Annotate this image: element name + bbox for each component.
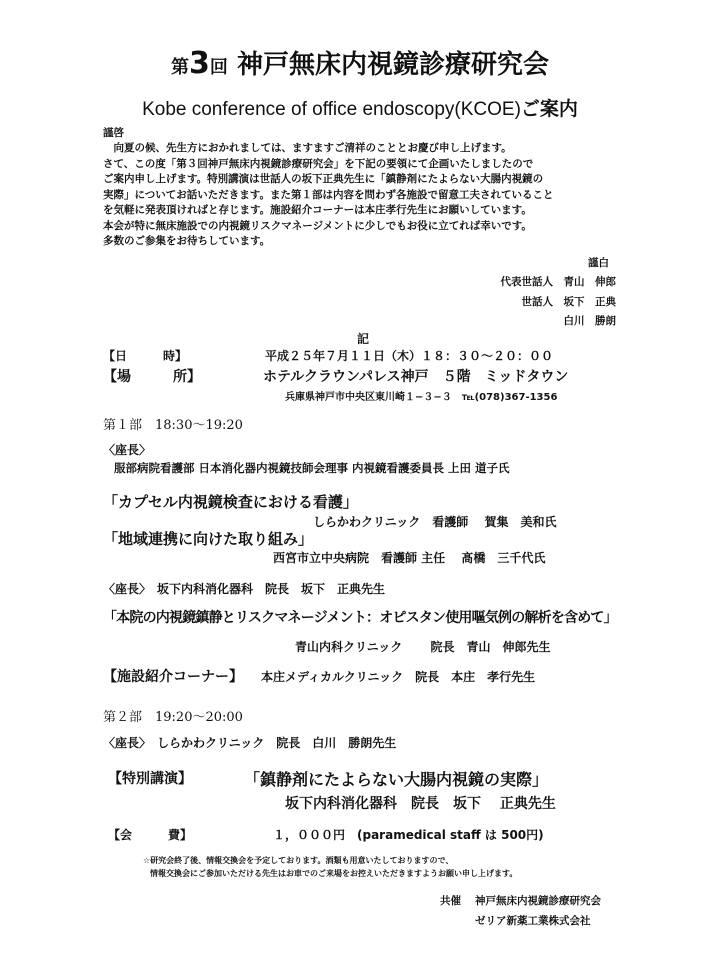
letter-line: を気軽に発表頂ければと存じます。施設紹介コーナーは本庄孝行先生にお願いしています。: [103, 204, 532, 216]
fee-value: １，０００円 (paramedical staff は 500円): [273, 828, 544, 842]
part1-chair: 服部病院看護部 日本消化器内視鏡技師会理事 内視鏡看護委員長 上田 道子氏: [114, 461, 510, 475]
letter-line: 向夏の候、先生方におかれましては、ますますご清祥のこととお慶び申し上げます。: [103, 142, 512, 154]
organizer-1: 神戸無床内視鏡診療研究会: [475, 895, 601, 907]
part2-heading: 第２部 19:20〜20:00: [103, 710, 243, 725]
talk3-title: 「本院の内視鏡鎮静とリスクマネージメント：オピスタン使用嘔気例の解析を含めて」: [103, 610, 617, 626]
letter-salutation: 謹啓: [103, 127, 124, 139]
place-label: 【場 所】: [103, 369, 201, 385]
lecture-speaker: 坂下内科消化器科 院長 坂下 正典先生: [285, 796, 556, 812]
lecture-title: 「鎮静剤にたよらない大腸内視鏡の実際」: [244, 770, 549, 789]
letter-line: さて、この度「第３回神戸無床内視鏡診療研究会」を下記の要領にて企画いたしましたので: [103, 157, 534, 170]
note-line: ☆研究会終了後、情報交換会を予定しております。酒類も用意いたしておりますので、: [143, 856, 454, 865]
page-title: [0, 44, 720, 81]
signatory: 白川 勝朗: [563, 315, 616, 327]
organizer-2: ゼリア新薬工業株式会社: [475, 915, 591, 927]
lecture-label: 【特別講演】: [108, 771, 192, 787]
letter-line: 多数のご参集をお待ちしています。: [103, 235, 271, 247]
title-number: 3: [189, 46, 210, 81]
signatory: 世話人 坂下 正典: [521, 296, 616, 308]
talk1-speaker: しらかわクリニック 看護師 賀集 美和氏: [313, 515, 557, 529]
date-value: 平成２５年７月１１日（木）１８：３０〜２０：００: [265, 349, 554, 363]
subtitle-english: Kobe conference of office endoscopy(KCOE): [142, 99, 521, 120]
part1-heading: 第１部 18:30〜19:20: [103, 418, 243, 433]
facility-label: 【施設紹介コーナー】: [103, 669, 243, 685]
talk2-title: 「地域連携に向けた取り組み」: [103, 530, 314, 548]
title-prefix: 第: [171, 57, 190, 78]
signatory: 代表世話人 青山 伸郎: [500, 276, 616, 288]
letter-closing: 謹白: [588, 257, 609, 269]
title-main: 神戸無床内視鏡診療研究会: [236, 50, 549, 80]
date-label: 【日 時】: [103, 349, 188, 363]
ki-heading: 記: [357, 332, 370, 346]
talk1-title: 「カプセル内視鏡検査における看護」: [103, 493, 358, 511]
facility-value: 本庄メディカルクリニック 院長 本庄 孝行先生: [261, 670, 536, 684]
talk2-speaker: 西宮市立中央病院 看護師 主任 髙橋 三千代氏: [273, 551, 546, 565]
letter-line: 実際」についてお話いただきます。また第１部は内容を問わず各施設で留意工夫されていること: [103, 188, 554, 201]
fee-label: 【会 費】: [108, 828, 193, 842]
part1-chair-label: 〈座長〉: [103, 443, 152, 457]
address: 兵庫県神戸市中央区東川崎１−３−３ ℡(078)367-1356: [285, 392, 558, 403]
place-value: ホテルクラウンパレス神戸 ５階 ミッドタウン: [263, 369, 569, 385]
part1-chair2: 〈座長〉 坂下内科消化器科 院長 坂下 正典先生: [103, 582, 386, 596]
talk3-speaker: 青山内科クリニック 院長 青山 伸郎先生: [295, 640, 551, 654]
note-line: 情報交換会にご参加いただける先生はお車でのご来場をお控えいただきますようお願い申し上げます。: [150, 869, 518, 878]
part2-chair: 〈座長〉 しらかわクリニック 院長 白川 勝朗先生: [103, 736, 397, 750]
letter-line: ご案内申し上げます。特別講演は世話人の坂下正典先生に「鎮静剤にたよらない大腸内視鏡の: [103, 173, 544, 185]
title-kai: 回: [209, 57, 228, 78]
subtitle-japanese: ご案内: [520, 98, 578, 120]
letter-line: 本会が特に無床施設での内視鏡リスクマネージメントに少しでもお役に立てれば幸いです。: [103, 219, 532, 232]
organizers-label: 共催: [440, 895, 461, 907]
page-subtitle: [0, 94, 720, 121]
